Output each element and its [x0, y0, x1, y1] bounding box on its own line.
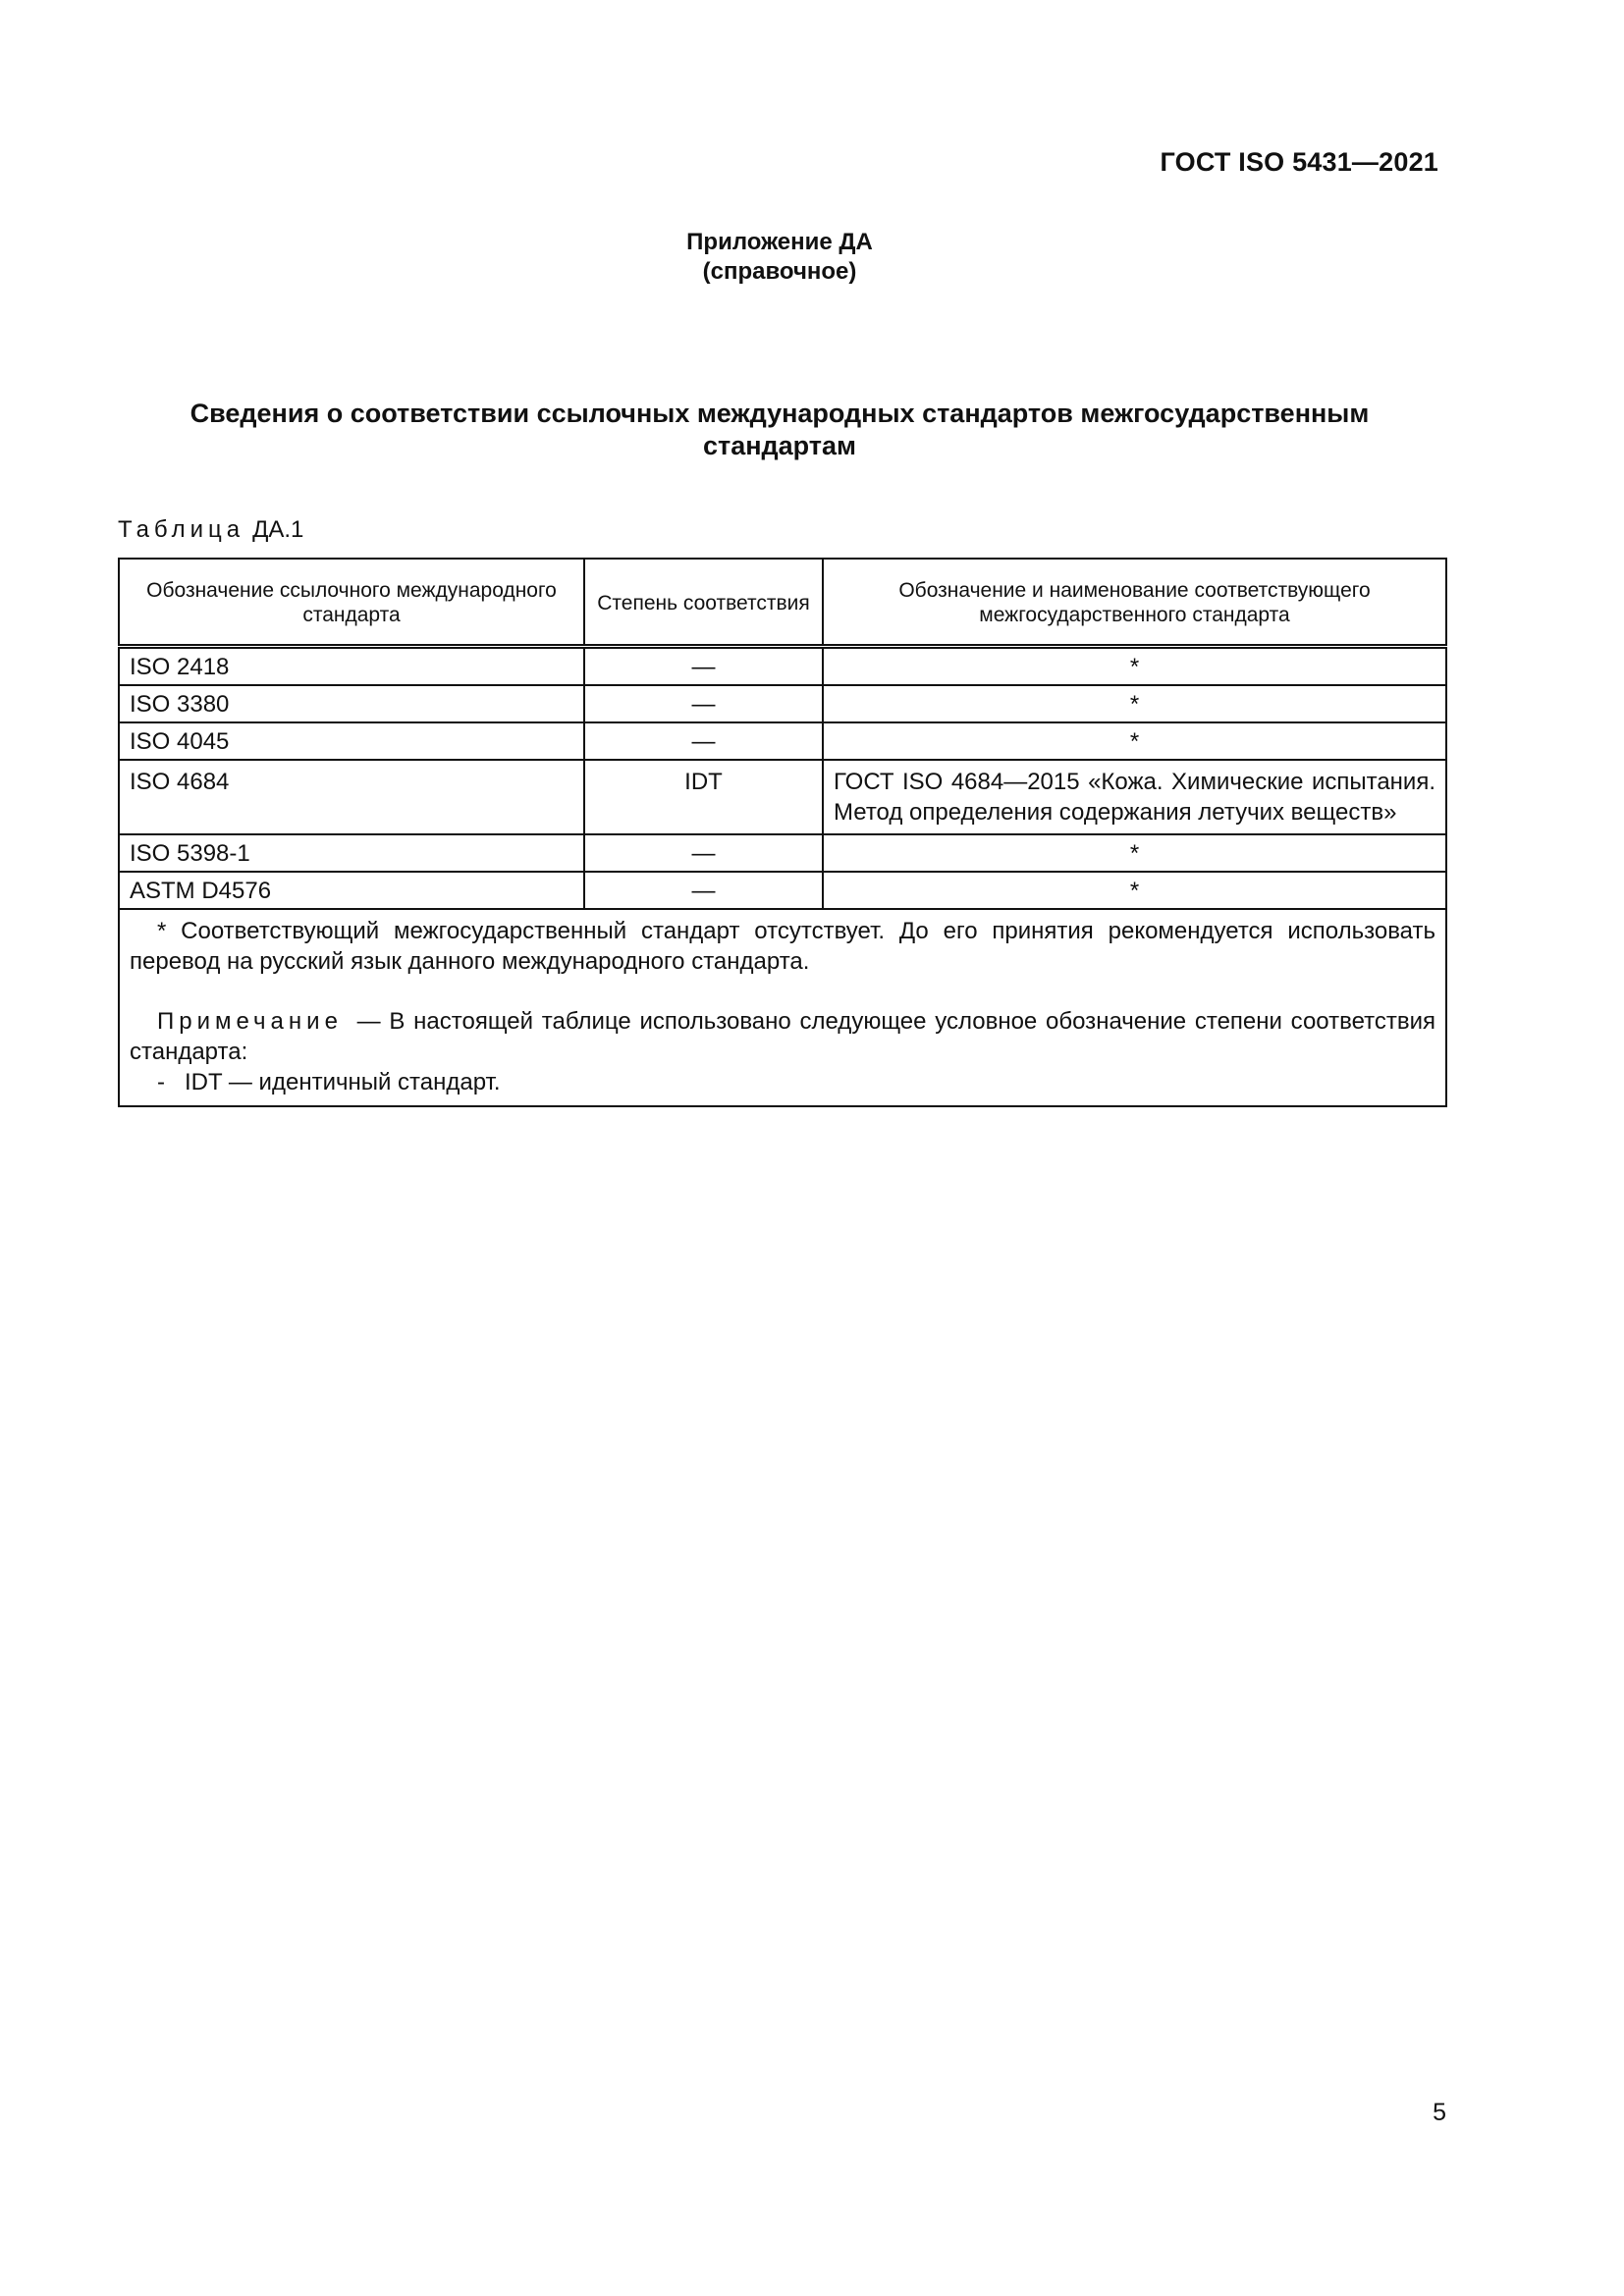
appendix-heading — [0, 228, 1559, 287]
note-text: — В настоящей таблице использовано следующее условное обозначение степени соответствия стандарта: — [130, 1008, 1435, 1065]
section-title-line-2: стандартам — [702, 431, 857, 460]
header-degree: Степень соответствия — [584, 559, 823, 647]
table-label-number: ДА.1 — [252, 516, 304, 543]
page-number: 5 — [1433, 2099, 1446, 2126]
table-footer — [119, 909, 1446, 1106]
header-interstate-standard: Обозначение и наименование соответствующего межгосударственного стандарта — [823, 559, 1446, 647]
cell-reference: ISO 4684 — [119, 760, 584, 834]
table-header-row — [119, 559, 1446, 647]
table-row — [119, 722, 1446, 760]
cell-reference: ISO 2418 — [119, 647, 584, 686]
appendix-subtitle: (справочное) — [702, 258, 857, 285]
header-reference-standard: Обозначение ссылочного международного стандарта — [119, 559, 584, 647]
document-code: ГОСТ ISO 5431—2021 — [1160, 147, 1438, 177]
cell-degree: IDT — [584, 760, 823, 834]
cell-standard: * — [823, 647, 1446, 686]
cell-degree: — — [584, 834, 823, 872]
correspondence-table — [118, 558, 1447, 1107]
table-row — [119, 685, 1446, 722]
section-title-line-1: Сведения о соответствии ссылочных международных стандартов межгосударственным — [189, 399, 1370, 428]
table-label-word: Таблица — [118, 516, 245, 543]
table-row — [119, 834, 1446, 872]
cell-reference: ISO 5398-1 — [119, 834, 584, 872]
appendix-title: Приложение ДА — [686, 229, 873, 255]
cell-degree: — — [584, 647, 823, 686]
cell-standard: * — [823, 722, 1446, 760]
table-footnote: * Соответствующий межгосударственный стандарт отсутствует. До его принятия рекомендуется использовать перевод на русский язык данного международного стандарта. — [130, 918, 1435, 975]
table-note — [130, 1006, 1435, 1067]
table-footer-row — [119, 909, 1446, 1106]
note-label: Примечание — [157, 1008, 343, 1035]
cell-degree: — — [584, 722, 823, 760]
cell-reference: ISO 3380 — [119, 685, 584, 722]
cell-reference: ISO 4045 — [119, 722, 584, 760]
section-title — [118, 398, 1441, 462]
table-label — [118, 516, 303, 544]
cell-standard: * — [823, 872, 1446, 909]
table-row — [119, 647, 1446, 686]
note-list-item: - IDT — идентичный стандарт. — [157, 1069, 501, 1095]
table-row — [119, 872, 1446, 909]
cell-reference: ASTM D4576 — [119, 872, 584, 909]
cell-degree: — — [584, 872, 823, 909]
cell-standard: * — [823, 834, 1446, 872]
cell-standard: * — [823, 685, 1446, 722]
cell-standard: ГОСТ ISO 4684—2015 «Кожа. Химические испытания. Метод определения содержания летучих веществ» — [823, 760, 1446, 834]
table-row — [119, 760, 1446, 834]
cell-degree: — — [584, 685, 823, 722]
